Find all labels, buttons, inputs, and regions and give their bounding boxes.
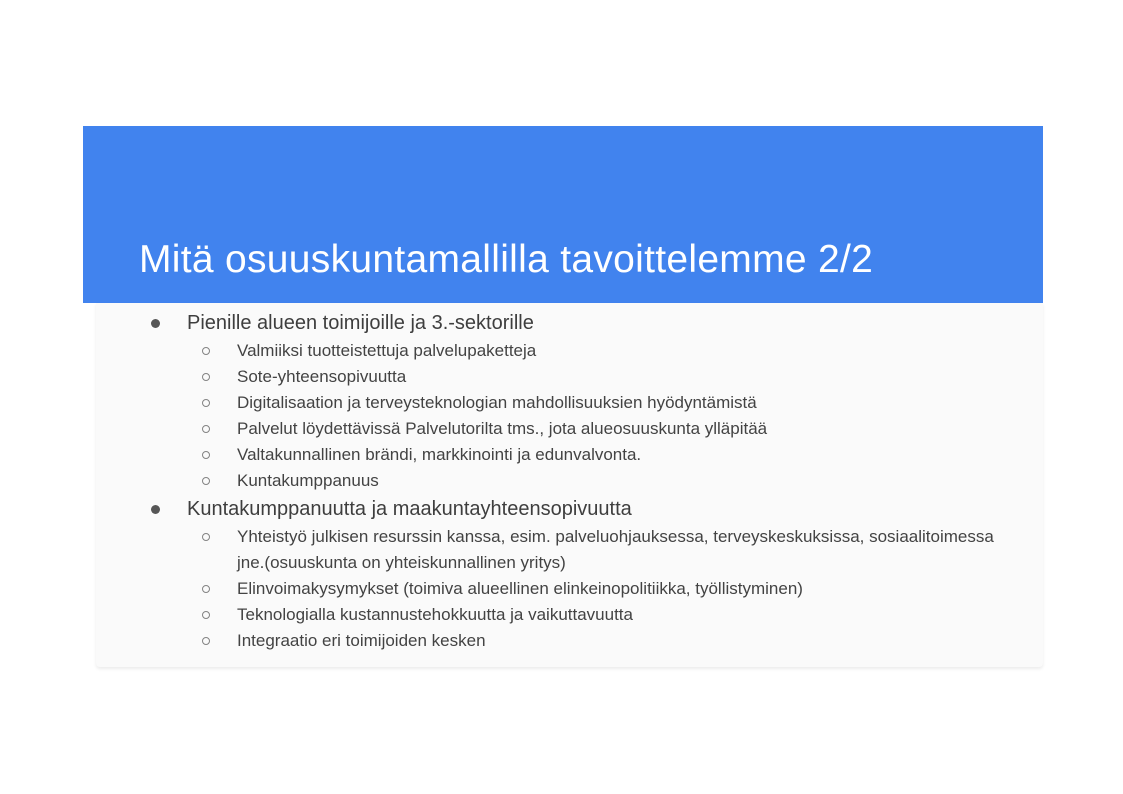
slide-title: Mitä osuuskuntamallilla tavoittelemme 2/2 bbox=[139, 238, 874, 281]
bullet-circle-icon bbox=[202, 637, 210, 645]
sub-bullet-item-label: Valmiiksi tuotteistettuja palvelupaketteja bbox=[237, 341, 537, 360]
bullet-circle-icon bbox=[202, 477, 210, 485]
bullet-item bbox=[96, 494, 1043, 524]
slide-header bbox=[83, 126, 1043, 303]
sub-bullet-item bbox=[96, 628, 1043, 654]
slide-body bbox=[96, 303, 1043, 667]
sub-bullet-item bbox=[96, 576, 1043, 602]
bullet-circle-icon bbox=[202, 347, 210, 355]
sub-bullet-item bbox=[96, 468, 1043, 494]
bullet-circle-icon bbox=[202, 611, 210, 619]
sub-bullet-item bbox=[96, 390, 1043, 416]
sub-bullet-item-label: Yhteistyö julkisen resurssin kanssa, esim. palveluohjauksessa, terveyskeskuksissa, sosiaalitoimessa jne.(osuuskunta on yhteiskunnallinen yritys) bbox=[237, 527, 994, 572]
bullet-circle-icon bbox=[202, 373, 210, 381]
sub-bullet-item-label: Digitalisaation ja terveysteknologian mahdollisuuksien hyödyntämistä bbox=[237, 393, 757, 412]
bullet-item bbox=[96, 308, 1043, 338]
sub-bullet-item-label: Elinvoimakysymykset (toimiva alueellinen elinkeinopolitiikka, työllistyminen) bbox=[237, 579, 803, 598]
sub-bullet-item-label: Sote-yhteensopivuutta bbox=[237, 367, 407, 386]
sub-bullet-item-label: Teknologialla kustannustehokkuutta ja vaikuttavuutta bbox=[237, 605, 633, 624]
sub-bullet-item bbox=[96, 602, 1043, 628]
bullet-dot-icon bbox=[151, 319, 160, 328]
bullet-circle-icon bbox=[202, 451, 210, 459]
bullet-circle-icon bbox=[202, 533, 210, 541]
sub-bullet-item bbox=[96, 416, 1043, 442]
sub-bullet-item-label: Palvelut löydettävissä Palvelutorilta tms., jota alueosuuskunta ylläpitää bbox=[237, 419, 768, 438]
sub-bullet-item bbox=[96, 442, 1043, 468]
sub-bullet-item bbox=[96, 524, 1043, 576]
sub-bullet-item-label: Valtakunnallinen brändi, markkinointi ja edunvalvonta. bbox=[237, 445, 642, 464]
bullet-circle-icon bbox=[202, 585, 210, 593]
bullet-circle-icon bbox=[202, 399, 210, 407]
sub-bullet-item bbox=[96, 364, 1043, 390]
bullet-item-label: Kuntakumppanuutta ja maakuntayhteensopivuutta bbox=[187, 498, 632, 520]
bullet-circle-icon bbox=[202, 425, 210, 433]
bullet-item-label: Pienille alueen toimijoille ja 3.-sektorille bbox=[187, 312, 534, 334]
sub-bullet-item-label: Kuntakumppanuus bbox=[237, 471, 379, 490]
bullet-list bbox=[96, 308, 1043, 654]
bullet-dot-icon bbox=[151, 505, 160, 514]
sub-bullet-item-label: Integraatio eri toimijoiden kesken bbox=[237, 631, 486, 650]
sub-bullet-item bbox=[96, 338, 1043, 364]
